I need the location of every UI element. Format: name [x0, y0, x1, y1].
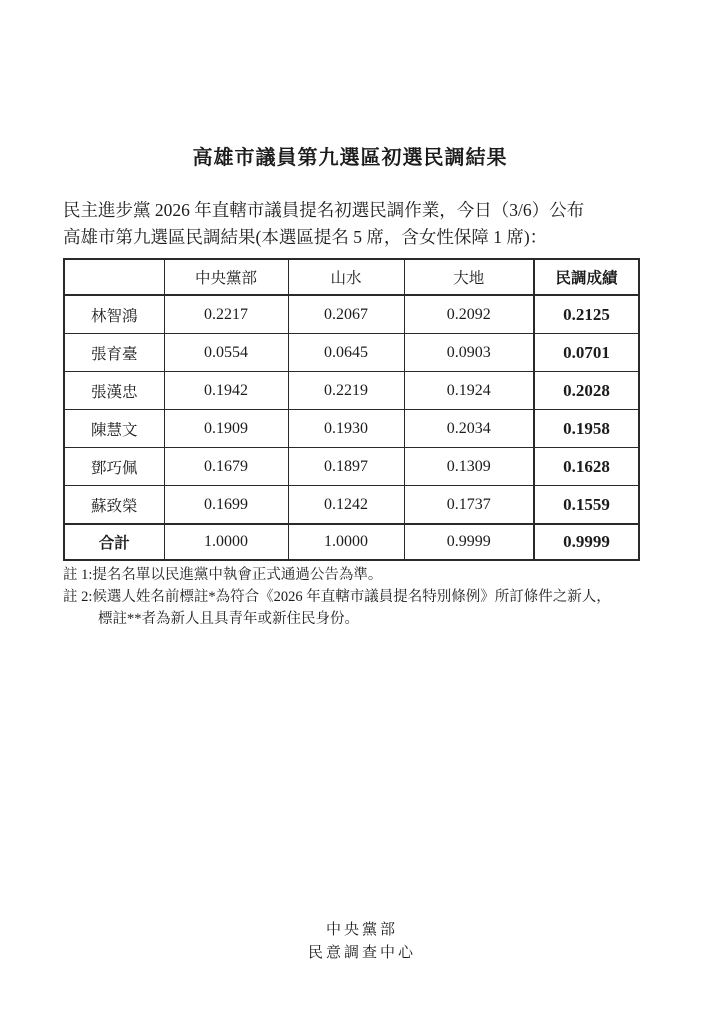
value-cell: 0.1679 [164, 448, 288, 486]
footnote-2-line-2: 標註**者為新人且具青年或新住民身份。 [98, 611, 359, 627]
total-label: 合計 [64, 524, 164, 560]
intro-paragraph [63, 197, 643, 251]
poll-results-table [63, 258, 640, 561]
table-header-row [64, 259, 639, 295]
footnote-2-line-1: 註 2:候選人姓名前標註*為符合《2026 年直轄市議員提名特別條例》所訂條件之新人， [63, 589, 611, 605]
footnote-1: 註 1:提名名單以民進黨中執會正式通過公告為準。 [63, 567, 383, 583]
score-cell: 0.2125 [534, 295, 639, 334]
score-cell: 0.0701 [534, 334, 639, 372]
value-cell: 0.1909 [164, 410, 288, 448]
candidate-name: 蘇致榮 [64, 486, 164, 525]
value-cell: 0.1897 [288, 448, 404, 486]
column-header-poll-score: 民調成績 [534, 259, 639, 295]
candidate-name: 鄧巧佩 [64, 448, 164, 486]
document-footer [12, 919, 712, 965]
corner-cell [64, 259, 164, 295]
value-cell: 0.0645 [288, 334, 404, 372]
score-cell: 0.1628 [534, 448, 639, 486]
value-cell: 0.1242 [288, 486, 404, 525]
table-row [64, 295, 639, 334]
table-row [64, 334, 639, 372]
value-cell: 0.2034 [404, 410, 534, 448]
value-cell: 0.1699 [164, 486, 288, 525]
value-cell: 0.1930 [288, 410, 404, 448]
total-value-cell: 1.0000 [288, 524, 404, 560]
value-cell: 0.2092 [404, 295, 534, 334]
score-cell: 0.1958 [534, 410, 639, 448]
column-header-shanshui: 山水 [288, 259, 404, 295]
table-row [64, 448, 639, 486]
score-cell: 0.2028 [534, 372, 639, 410]
table-row [64, 372, 639, 410]
intro-line-2: 高雄市第九選區民調結果(本選區提名 5 席，含女性保障 1 席)： [63, 227, 548, 247]
candidate-name: 張漢忠 [64, 372, 164, 410]
total-score-cell: 0.9999 [534, 524, 639, 560]
page-title: 高雄市議員第九選區初選民調結果 [192, 147, 508, 169]
value-cell: 0.1924 [404, 372, 534, 410]
table-row [64, 486, 639, 525]
intro-line-1: 民主進步黨 2026 年直轄市議員提名初選民調作業，今日（3/6）公布 [63, 200, 585, 220]
value-cell: 0.1737 [404, 486, 534, 525]
value-cell: 0.0903 [404, 334, 534, 372]
footer-org-line-2: 民意調查中心 [307, 945, 416, 961]
total-value-cell: 0.9999 [404, 524, 534, 560]
score-cell: 0.1559 [534, 486, 639, 525]
candidate-name: 張育臺 [64, 334, 164, 372]
table-total-row [64, 524, 639, 560]
footnotes [63, 564, 663, 630]
candidate-name: 林智鴻 [64, 295, 164, 334]
value-cell: 0.2067 [288, 295, 404, 334]
total-value-cell: 1.0000 [164, 524, 288, 560]
value-cell: 0.1309 [404, 448, 534, 486]
candidate-name: 陳慧文 [64, 410, 164, 448]
value-cell: 0.0554 [164, 334, 288, 372]
value-cell: 0.2219 [288, 372, 404, 410]
table-row [64, 410, 639, 448]
value-cell: 0.1942 [164, 372, 288, 410]
value-cell: 0.2217 [164, 295, 288, 334]
column-header-central-party: 中央黨部 [164, 259, 288, 295]
footer-org-line-1: 中央黨部 [325, 922, 398, 938]
column-header-dadi: 大地 [404, 259, 534, 295]
